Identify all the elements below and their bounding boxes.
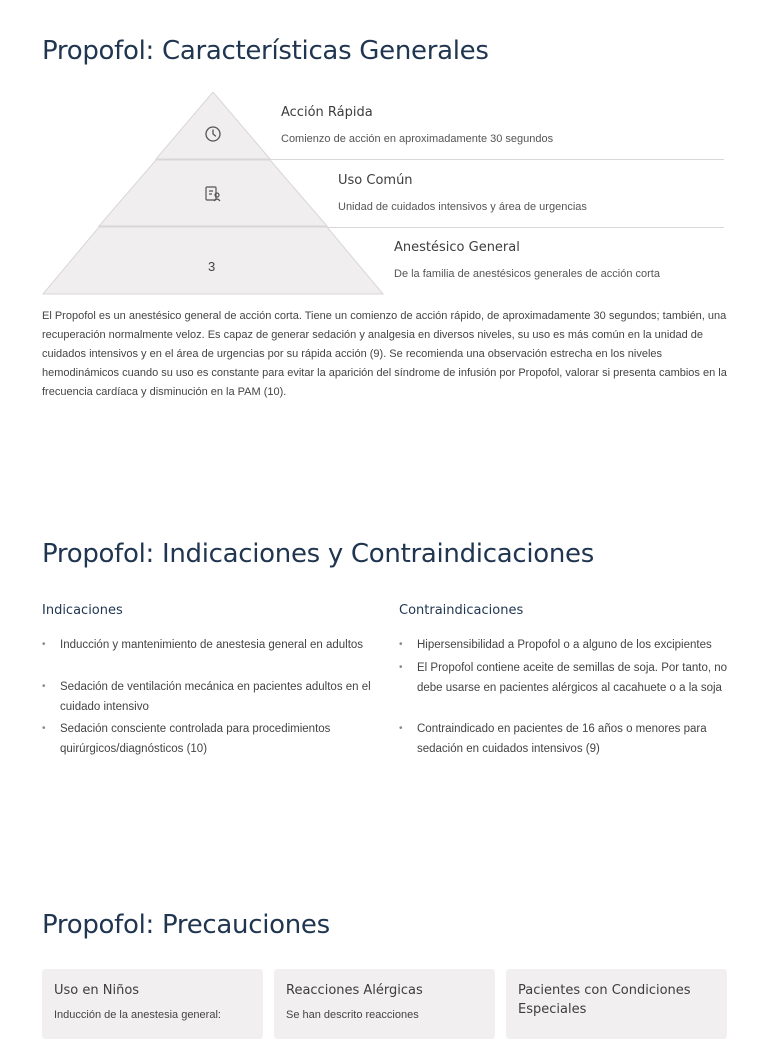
- intro-paragraph: El Propofol es un anestésico general de acción corta. Tiene un comienzo de acción rápido, de aproximadamente 30 segundos; también, una recuperación normalmente veloz. Es capaz de generar sedación y analgesia en diversos niveles, su uso es más común en la unidad de cuidados intensivos y en el área de urgencias por su rápida acción (9). Se recomienda una observación estrecha en los niveles hemodinámicos cuando su uso es constante para evitar la aparición del síndrome de infusión por Propofol, valorar si presenta cambios en la frecuencia cardíaca y disminución en la PAM (10).: [42, 310, 727, 398]
- precaution-card: [42, 969, 263, 1039]
- list-item: • El Propofol contiene aceite de semillas de soja. Por tanto, no debe usarse en pacientes alérgicos al cacahuete o a la soja: [399, 658, 729, 698]
- pyramid-item-desc: De la familia de anestésicos generales de acción corta: [394, 268, 660, 280]
- precaution-card: [506, 969, 727, 1039]
- card-text: Inducción de la anestesia general:: [54, 1009, 221, 1021]
- section-title-caracteristicas: Propofol: Características Generales: [42, 36, 489, 66]
- card-title: Uso en Niños: [54, 983, 140, 998]
- pyramid-tier-number: 3: [208, 259, 216, 274]
- clock-icon: [204, 125, 222, 143]
- pyramid-divider-2: [327, 227, 724, 228]
- pyramid-item-title: Acción Rápida: [281, 105, 373, 120]
- card-title: Reacciones Alérgicas: [286, 983, 423, 998]
- pyramid-item-title: Anestésico General: [394, 240, 520, 255]
- list-item: • Sedación consciente controlada para procedimientos quirúrgicos/diagnósticos (10): [42, 719, 372, 759]
- list-item: • Sedación de ventilación mecánica en pacientes adultos en el cuidado intensivo: [42, 677, 372, 717]
- list-item: • Inducción y mantenimiento de anestesia general en adultos: [42, 635, 372, 655]
- card-title: Pacientes con Condiciones Especiales: [518, 983, 691, 1017]
- pyramid-item-desc: Unidad de cuidados intensivos y área de urgencias: [338, 201, 587, 213]
- pyramid-item-desc: Comienzo de acción en aproximadamente 30 segundos: [281, 133, 554, 145]
- list-item: • Contraindicado en pacientes de 16 años o menores para sedación en cuidados intensivos (9): [399, 719, 729, 759]
- card-text: Se han descrito reacciones: [286, 1009, 419, 1021]
- section-title-precauciones: Propofol: Precauciones: [42, 910, 330, 940]
- indicaciones-heading: Indicaciones: [42, 603, 123, 618]
- list-item: • Hipersensibilidad a Propofol o a alguno de los excipientes: [399, 635, 729, 655]
- pyramid-item-title: Uso Común: [338, 173, 413, 188]
- clipboard-person-icon: [204, 185, 222, 203]
- contraindicaciones-heading: Contraindicaciones: [399, 603, 524, 618]
- section-title-indicaciones: Propofol: Indicaciones y Contraindicaciones: [42, 539, 594, 569]
- precaution-card: [274, 969, 495, 1039]
- pyramid-divider-1: [270, 159, 724, 160]
